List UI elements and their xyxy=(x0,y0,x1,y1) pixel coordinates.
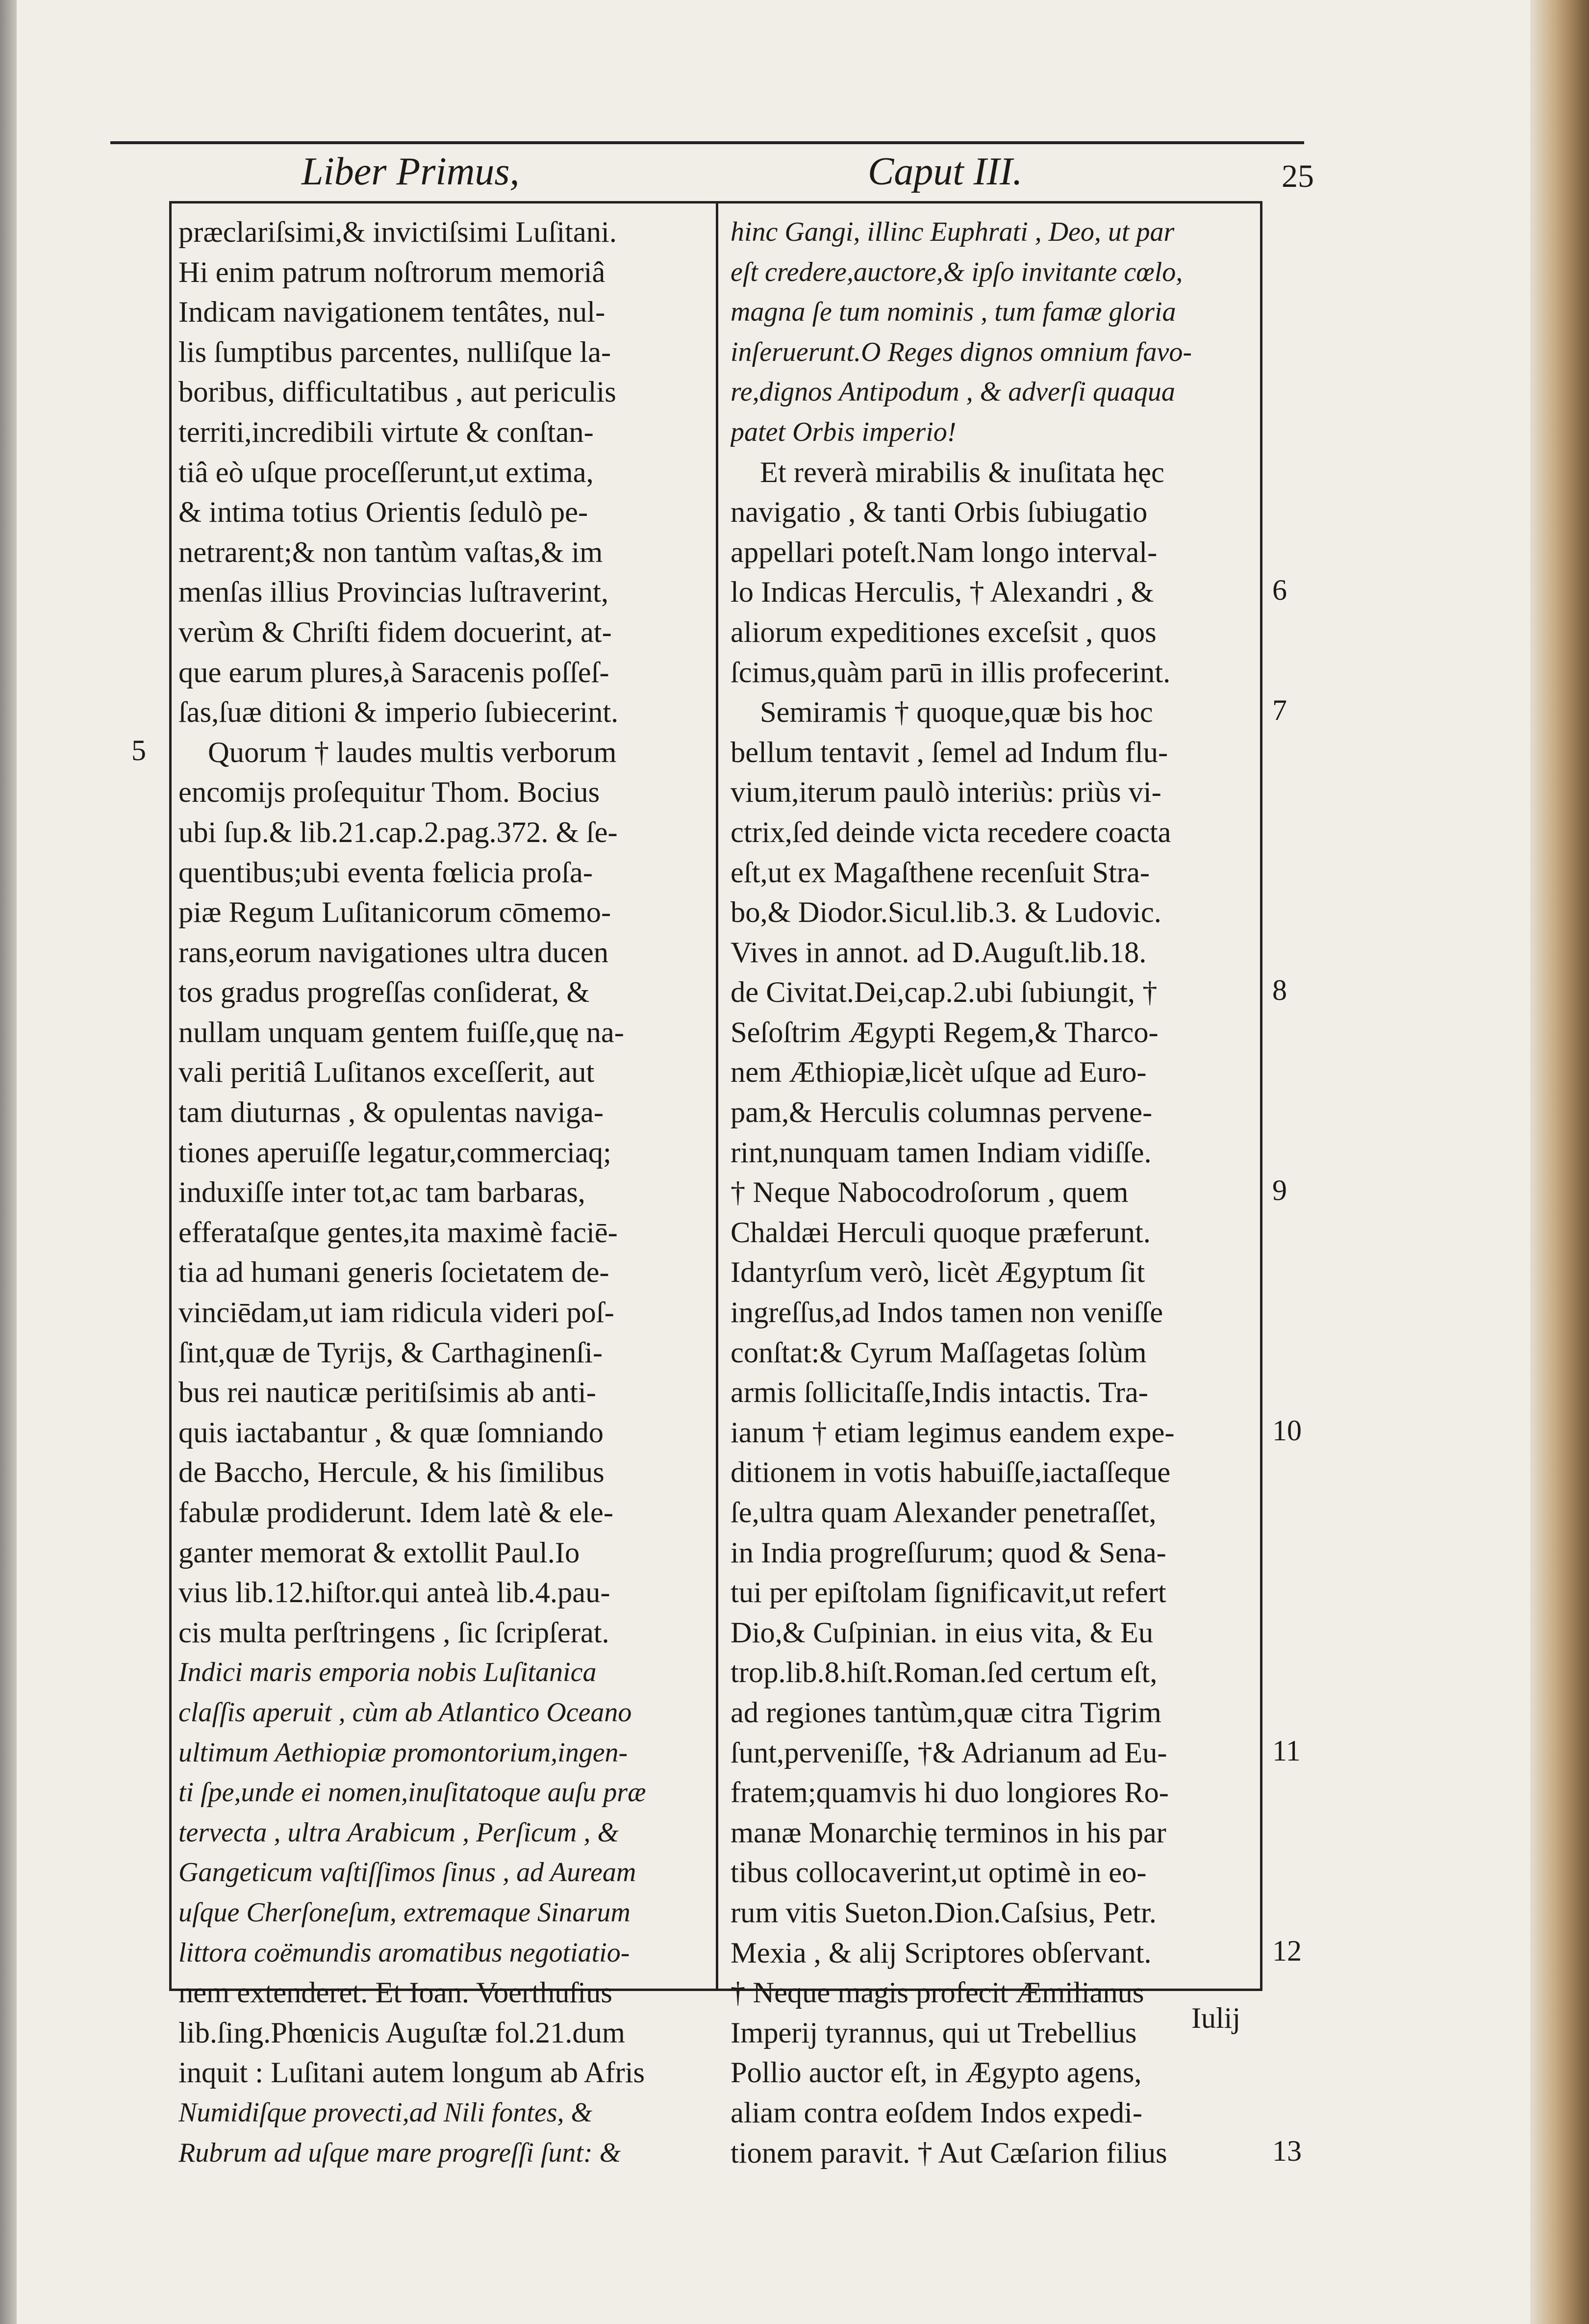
text-line: tionem paravit. † Aut Cæſarion filius xyxy=(731,2136,1167,2170)
text-line: trop.lib.8.hiſt.Roman.ſed certum eſt, xyxy=(731,1656,1158,1689)
text-line: Chaldæi Herculi quoque præferunt. xyxy=(731,1216,1151,1249)
text-line: Mexia , & alij Scriptores obſervant. xyxy=(731,1936,1152,1969)
text-line: de Baccho, Hercule, & his ſimilibus xyxy=(178,1456,605,1489)
text-line: ubi ſup.& lib.21.cap.2.pag.372. & ſe- xyxy=(178,816,618,849)
text-line: † Neque Nabocodroſorum , quem xyxy=(731,1176,1129,1209)
right-column xyxy=(731,212,1248,2173)
text-line: Imperij tyrannus, qui ut Trebellius xyxy=(731,2016,1137,2049)
running-title-right: Caput III. xyxy=(868,150,1023,193)
text-line: aliorum expeditiones exceſsit , quos xyxy=(731,615,1157,649)
text-line: patet Orbis imperio! xyxy=(731,416,957,447)
text-line: netrarent;& non tantùm vaſtas,& im xyxy=(178,536,603,569)
text-line: tiâ eò uſque proceſſerunt,ut extima, xyxy=(178,456,594,489)
margin-note-number: 12 xyxy=(1272,1934,1302,1967)
text-line: Indicam navigationem tentâtes, nul- xyxy=(178,296,605,329)
text-line: rint,nunquam tamen Indiam vidiſſe. xyxy=(731,1136,1152,1169)
page-number: 25 xyxy=(1282,158,1314,194)
text-line: tos gradus progreſſas conſiderat, & xyxy=(178,976,590,1009)
text-line: uſque Cherſoneſum, extremaque Sinarum xyxy=(178,1897,631,1928)
text-line: tui per epiſtolam ſignificavit,ut refert xyxy=(731,1576,1166,1609)
text-line: Idantyrſum verò, licèt Ægyptum ſit xyxy=(731,1256,1145,1289)
page-edge xyxy=(1530,0,1589,2324)
text-line: † Neque magis profecit Æmilianus xyxy=(731,1976,1144,2010)
text-line: eſt,ut ex Magaſthene recenſuit Stra- xyxy=(731,856,1150,889)
text-line: vium,iterum paulò interiùs: priùs vi- xyxy=(731,776,1161,809)
text-line: nem extenderet. Et Ioan. Voerthuſius xyxy=(178,1976,612,2010)
text-line: Hi enim patrum noſtrorum memoriâ xyxy=(178,255,605,289)
text-line: lis ſumptibus parcentes, nulliſque la- xyxy=(178,335,611,369)
text-line: ad regiones tantùm,quæ citra Tigrim xyxy=(731,1696,1161,1729)
text-line: nem Æthiopiæ,licèt uſque ad Euro- xyxy=(731,1056,1147,1089)
catchword: Iulij xyxy=(1191,2002,1240,2034)
text-line: vius lib.12.hiſtor.qui anteà lib.4.pau- xyxy=(178,1576,610,1609)
text-line: Dio,& Cuſpinian. in eius vita, & Eu xyxy=(731,1616,1154,1649)
text-line: & intima totius Orientis ſedulò pe- xyxy=(178,496,588,529)
text-line: magna ſe tum nominis , tum famæ gloria xyxy=(731,297,1176,328)
text-line: de Civitat.Dei,cap.2.ubi ſubiungit, † xyxy=(731,976,1158,1009)
text-line: ditionem in votis habuiſſe,iactaſſeque xyxy=(731,1456,1171,1489)
text-line: ſe,ultra quam Alexander penetraſſet, xyxy=(731,1496,1157,1529)
margin-note-number: 8 xyxy=(1272,974,1287,1007)
text-line: Seſoſtrim Ægypti Regem,& Tharco- xyxy=(731,1016,1159,1049)
text-line: appellari poteſt.Nam longo interval- xyxy=(731,536,1158,569)
text-line: Pollio auctor eſt, in Ægypto agens, xyxy=(731,2056,1142,2090)
text-line: ſunt,perveniſſe, †& Adrianum ad Eu- xyxy=(731,1736,1167,1769)
text-line: lo Indicas Herculis, † Alexandri , & xyxy=(731,576,1154,609)
text-line: Semiramis † quoque,quæ bis hoc xyxy=(760,696,1153,729)
text-line: conſtat:& Cyrum Maſſagetas ſolùm xyxy=(731,1336,1147,1369)
header-rule xyxy=(110,141,1304,144)
text-line: Vives in annot. ad D.Auguſt.lib.18. xyxy=(731,936,1147,969)
text-line: inquit : Luſitani autem longum ab Afris xyxy=(178,2056,645,2090)
text-line: rum vitis Sueton.Dion.Caſsius, Petr. xyxy=(731,1896,1157,1929)
text-line: bellum tentavit , ſemel ad Indum flu- xyxy=(731,736,1168,769)
text-line: Rubrum ad uſque mare progreſſi ſunt: & xyxy=(178,2137,621,2168)
left-column xyxy=(178,212,696,2173)
text-line: ſint,quæ de Tyrijs, & Carthaginenſi- xyxy=(178,1336,603,1369)
text-line: Numidiſque provecti,ad Nili fontes, & xyxy=(178,2097,593,2128)
text-line: lib.ſing.Phœnicis Auguſtæ fol.21.dum xyxy=(178,2016,625,2049)
text-line: in India progreſſurum; quod & Sena- xyxy=(731,1536,1166,1569)
text-line: bus rei nauticæ peritiſsimis ab anti- xyxy=(178,1376,596,1409)
text-line: navigatio , & tanti Orbis ſubiugatio xyxy=(731,496,1148,529)
text-line: ianum † etiam legimus eandem expe- xyxy=(731,1416,1175,1449)
text-line: tibus collocaverint,ut optimè in eo- xyxy=(731,1856,1147,1890)
text-line: inſeruerunt.O Reges dignos omnium favo- xyxy=(731,336,1192,367)
text-line: præclariſsimi,& invictiſsimi Luſitani. xyxy=(178,216,617,249)
text-line: Quorum † laudes multis verborum xyxy=(208,736,617,769)
text-line: vinciēdam,ut iam ridicula videri poſ- xyxy=(178,1296,614,1329)
margin-note-number: 6 xyxy=(1272,574,1287,607)
margin-note-number: 11 xyxy=(1272,1734,1301,1767)
text-line: quis iactabantur , & quæ ſomniando xyxy=(178,1416,604,1449)
text-line: ſas,ſuæ ditioni & imperio ſubiecerint. xyxy=(178,696,619,729)
text-line: tia ad humani generis ſocietatem de- xyxy=(178,1256,609,1289)
margin-note-number: 9 xyxy=(1272,1174,1287,1207)
text-line: tervecta , ultra Arabicum , Perſicum , & xyxy=(178,1817,619,1848)
text-line: Indici maris emporia nobis Luſitanica xyxy=(178,1657,597,1688)
text-line: eſt credere,auctore,& ipſo invitante cœlo, xyxy=(731,256,1183,287)
text-line: ingreſſus,ad Indos tamen non veniſſe xyxy=(731,1296,1163,1329)
text-line: induxiſſe inter tot,ac tam barbaras, xyxy=(178,1176,585,1209)
text-line: ganter memorat & extollit Paul.Io xyxy=(178,1536,580,1569)
text-line: bo,& Diodor.Sicul.lib.3. & Ludovic. xyxy=(731,896,1161,929)
text-line: aliam contra eoſdem Indos expedi- xyxy=(731,2096,1142,2129)
text-line: ſcimus,quàm parū in illis profecerint. xyxy=(731,656,1171,689)
text-line: manæ Monarchię terminos in his par xyxy=(731,1816,1166,1849)
text-line: vali peritiâ Luſitanos exceſſerit, aut xyxy=(178,1056,595,1089)
text-line: ultimum Aethiopiæ promontorium,ingen- xyxy=(178,1737,628,1768)
text-line: fabulæ prodiderunt. Idem latè & ele- xyxy=(178,1496,614,1529)
text-line: fratem;quamvis hi duo longiores Ro- xyxy=(731,1776,1169,1810)
text-line: cis multa perſtringens , ſic ſcripſerat. xyxy=(178,1616,609,1649)
text-line: efferataſque gentes,ita maximè faciē- xyxy=(178,1216,618,1249)
margin-note-number: 7 xyxy=(1272,694,1287,727)
text-line: verùm & Chriſti fidem docuerint, at- xyxy=(178,615,612,649)
text-line: encomijs proſequitur Thom. Bocius xyxy=(178,776,600,809)
text-line: quentibus;ubi eventa fœlicia proſa- xyxy=(178,856,593,889)
text-line: littora coëmundis aromatibus negotiatio- xyxy=(178,1937,630,1968)
text-line: hinc Gangi, illinc Euphrati , Deo, ut par xyxy=(731,217,1175,247)
running-title-left: Liber Primus, xyxy=(302,150,520,193)
text-line: ctrix,ſed deinde victa recedere coacta xyxy=(731,816,1171,849)
text-line: claſſis aperuit , cùm ab Atlantico Oceano xyxy=(178,1697,632,1728)
text-line: territi,incredibili virtute & conſtan- xyxy=(178,415,594,449)
text-line: armis ſollicitaſſe,Indis intactis. Tra- xyxy=(731,1376,1148,1409)
margin-note-number: 10 xyxy=(1272,1414,1302,1447)
text-line: rans,eorum navigationes ultra ducen xyxy=(178,936,608,969)
text-line: que earum plures,à Saracenis poſſeſ- xyxy=(178,656,609,689)
text-line: tam diuturnas , & opulentas naviga- xyxy=(178,1096,604,1129)
text-line: nullam unquam gentem fuiſſe,quę na- xyxy=(178,1016,624,1049)
text-line: re,dignos Antipodum , & adverſi quaqua xyxy=(731,377,1175,408)
text-line: boribus, difficultatibus , aut periculis xyxy=(178,376,616,409)
column-divider xyxy=(716,204,718,1989)
margin-note-number: 13 xyxy=(1272,2134,1302,2167)
text-line: menſas illius Provincias luſtraverint, xyxy=(178,576,609,609)
margin-note-number: 5 xyxy=(131,734,146,766)
text-line: piæ Regum Luſitanicorum cōmemo- xyxy=(178,896,611,929)
text-line: tiones aperuiſſe legatur,commerciaq; xyxy=(178,1136,611,1169)
text-line: ti ſpe,unde ei nomen,inuſitatoque auſu præ xyxy=(178,1777,646,1808)
page-header xyxy=(110,147,1314,201)
text-line: Et reverà mirabilis & inuſitata hęc xyxy=(760,456,1164,489)
text-line: pam,& Herculis columnas pervene- xyxy=(731,1096,1153,1129)
book-spine-shadow xyxy=(0,0,17,2324)
text-line: Gangeticum vaſtiſſimos ſinus , ad Auream xyxy=(178,1857,636,1888)
